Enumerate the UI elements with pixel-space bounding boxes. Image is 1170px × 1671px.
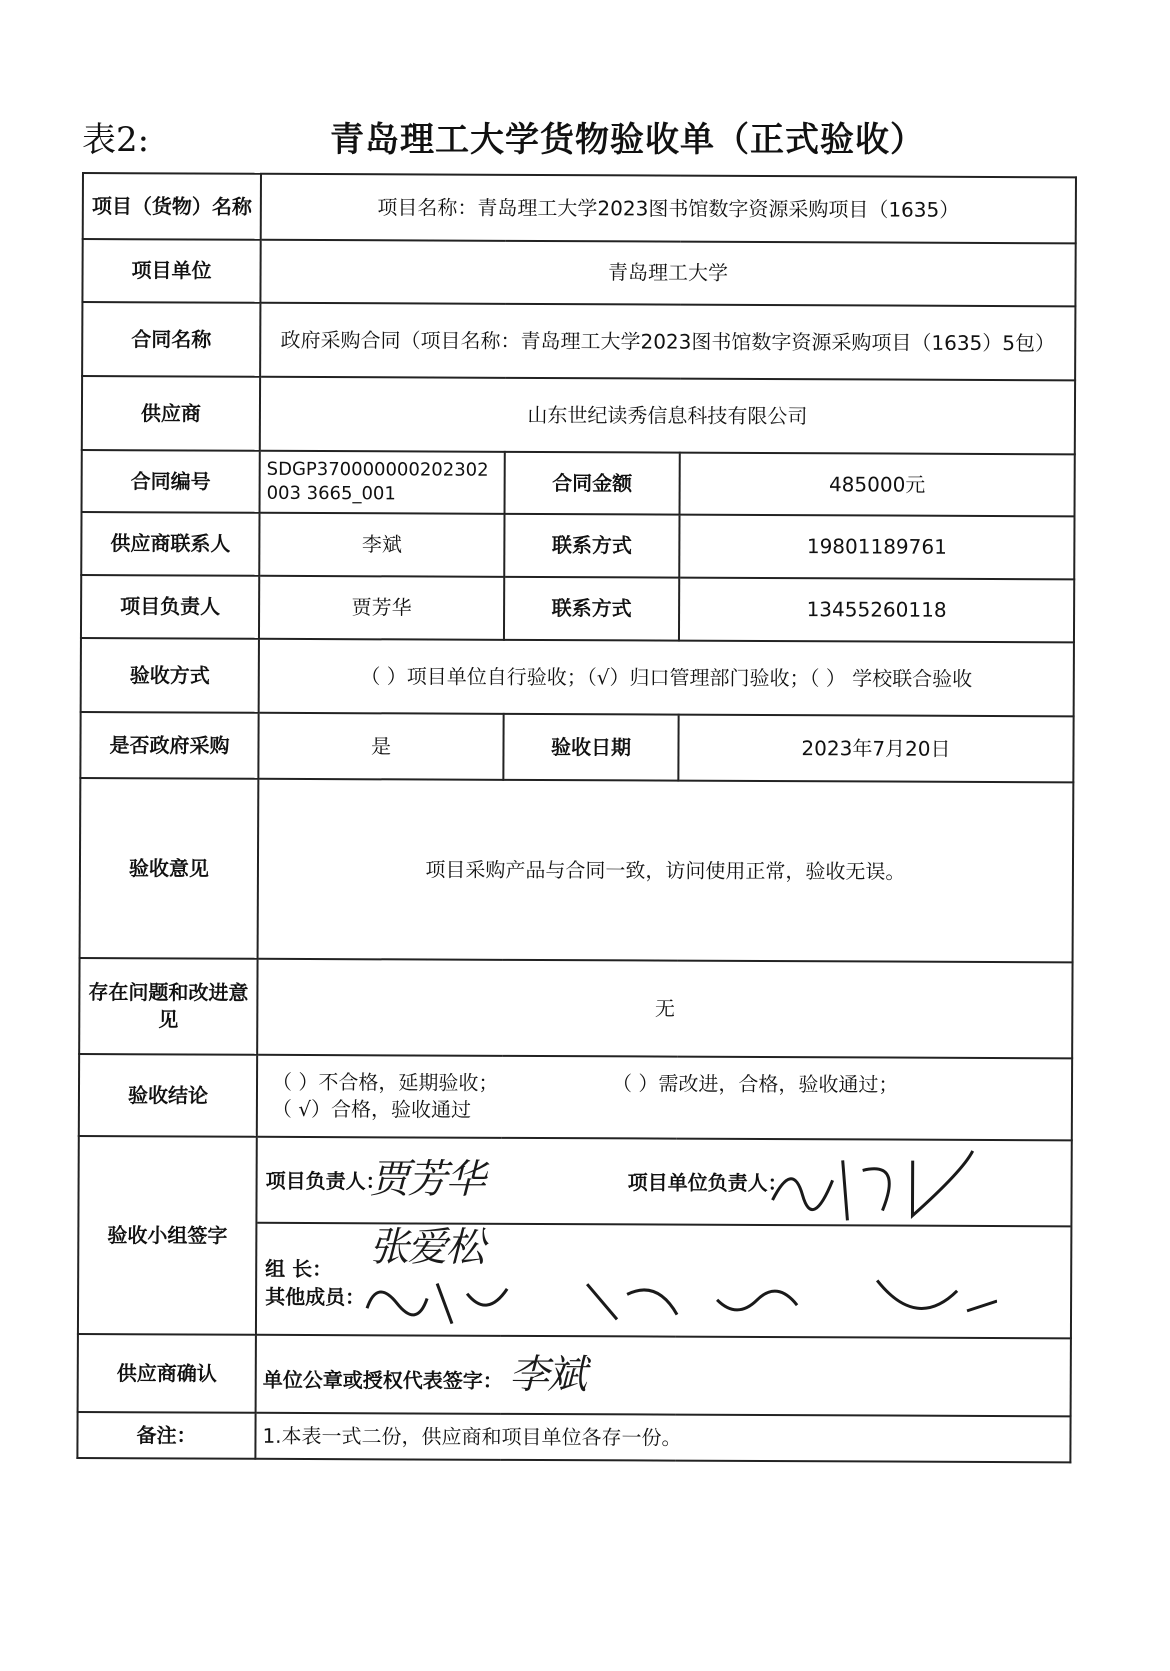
opinion-value: 项目采购产品与合同一致，访问使用正常，验收无误。 [258, 779, 1074, 963]
contract-no-value: SDGP370000000202302003 3665_001 [260, 451, 505, 514]
conclusion-option-fail: （ ）不合格，延期验收； [271, 1069, 499, 1095]
issues-label: 存在问题和改进意见 [79, 958, 257, 1055]
supplier-value: 山东世纪读秀信息科技有限公司 [260, 377, 1075, 455]
project-unit-label: 项目单位 [82, 239, 260, 303]
row-contract-name [82, 302, 1075, 380]
remarks-label: 备注： [77, 1412, 255, 1459]
row-project-name [83, 173, 1076, 243]
unit-lead-sign-label: 项目单位负责人： [627, 1170, 788, 1196]
supplier-contact-value: 李斌 [259, 513, 504, 577]
project-name-value: 项目名称：青岛理工大学2023图书馆数字资源采购项目（1635） [261, 174, 1076, 244]
acceptance-table [76, 172, 1077, 1463]
row-issues [79, 958, 1072, 1058]
row-acceptance-method [81, 638, 1074, 716]
document-title: 青岛理工大学货物验收单（正式验收） [330, 120, 925, 160]
row-supplier [82, 376, 1075, 454]
conclusion-options [257, 1055, 1072, 1141]
acceptance-method-label: 验收方式 [81, 638, 259, 713]
members-signatures [357, 1268, 997, 1337]
supplier-signature: 李斌 [509, 1351, 586, 1399]
supplier-confirm-text: 单位公章或授权代表签字： [262, 1367, 503, 1393]
lead-signature: 贾芳华 [369, 1156, 484, 1203]
conclusion-label: 验收结论 [79, 1054, 257, 1137]
signatures-label: 验收小组签字 [78, 1136, 257, 1335]
unit-lead-signature [762, 1140, 992, 1231]
row-gov-purchase [80, 712, 1073, 782]
contract-name-value: 政府采购合同（项目名称：青岛理工大学2023图书馆数字资源采购项目（1635）5包） [260, 303, 1075, 381]
acceptance-method-value: （ ）项目单位自行验收；（√）归口管理部门验收；（ ） 学校联合验收 [259, 639, 1074, 717]
acceptance-form [76, 172, 1075, 1549]
opinion-label: 验收意见 [80, 778, 259, 959]
supplier-label: 供应商 [82, 376, 260, 451]
other-members-label: 其他成员： [265, 1284, 366, 1310]
supplier-phone-label: 联系方式 [504, 514, 679, 578]
acceptance-date-value: 2023年7月20日 [678, 715, 1073, 783]
row-signatures [78, 1136, 1072, 1338]
row-conclusion [79, 1054, 1072, 1140]
issues-value: 无 [257, 959, 1072, 1059]
row-project-lead [81, 575, 1074, 642]
supplier-confirm-cell [256, 1335, 1071, 1417]
contract-no-label: 合同编号 [82, 450, 260, 513]
row-contract-no [82, 450, 1075, 516]
row-remarks [77, 1412, 1070, 1462]
gov-purchase-value: 是 [258, 713, 503, 780]
row-supplier-contact [81, 512, 1074, 579]
contract-amount-label: 合同金额 [505, 452, 680, 515]
project-lead-phone-value: 13455260118 [679, 578, 1074, 643]
supplier-confirm-label: 供应商确认 [78, 1334, 256, 1413]
supplier-contact-label: 供应商联系人 [81, 512, 259, 576]
row-opinion [80, 778, 1074, 962]
lead-sign-label: 项目负责人： [265, 1168, 386, 1194]
contract-name-label: 合同名称 [82, 302, 260, 377]
project-unit-value: 青岛理工大学 [260, 240, 1075, 307]
project-lead-phone-label: 联系方式 [504, 577, 679, 641]
group-leader-signature: 张爱松 [369, 1224, 484, 1271]
row-supplier-confirm [78, 1334, 1071, 1416]
conclusion-option-pass: （ √）合格，验收通过 [271, 1096, 472, 1122]
project-lead-value: 贾芳华 [259, 576, 504, 640]
signatures-area [256, 1137, 1072, 1339]
project-lead-label: 项目负责人 [81, 575, 259, 639]
project-name-label: 项目（货物）名称 [83, 173, 261, 240]
acceptance-date-label: 验收日期 [503, 714, 678, 781]
row-project-unit [82, 239, 1075, 306]
conclusion-option-improve: （ ）需改进，合格，验收通过； [611, 1071, 899, 1097]
contract-amount-value: 485000元 [680, 453, 1075, 517]
supplier-phone-value: 19801189761 [679, 515, 1074, 580]
group-leader-label: 组 长： [265, 1256, 333, 1282]
document-label: 表2: [82, 120, 150, 160]
gov-purchase-label: 是否政府采购 [80, 712, 258, 779]
remarks-value: 1.本表一式二份，供应商和项目单位各存一份。 [255, 1413, 1070, 1463]
